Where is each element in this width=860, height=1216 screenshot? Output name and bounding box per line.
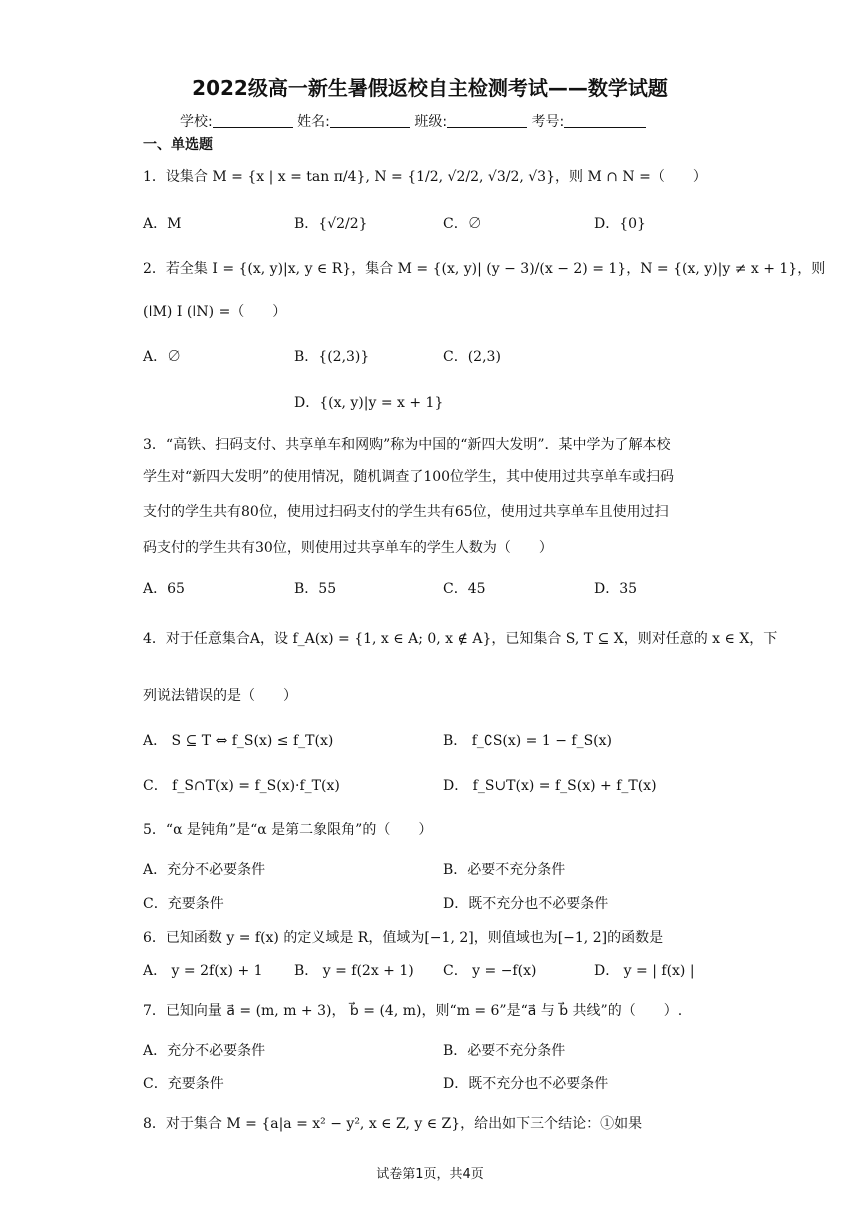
school-label: 学校: [180,114,213,130]
q4-option-b: B． f_∁S(x) = 1 − f_S(x) [443,733,612,749]
q5-option-b: B．必要不充分条件 [443,862,566,878]
q1-option-a: A．M [143,216,182,232]
q7-option-c: C．充要条件 [143,1076,224,1092]
q1-stem: 1．设集合 M = {x | x = tan π/4}, N = {1/2, √2/2, √3/2, √3}，则 M ∩ N =（ ） [143,169,707,185]
q2-stem-continued: (ǀM) I (ǀN) =（ ） [143,304,287,320]
q3-option-a: A．65 [143,581,185,597]
q2-stem: 2．若全集 I = {(x, y)|x, y ∈ R}，集合 M = {(x, y)| (y − 3)/(x − 2) = 1}，N = {(x, y)|y ≠ x + 1}，则 [143,261,826,277]
q6-option-b: B． y = f(2x + 1) [294,963,414,979]
q4-stem-continued: 列说法错误的是（ ） [143,688,297,704]
q1-option-c: C．∅ [443,216,482,232]
q2-option-a: A．∅ [143,349,182,365]
q7-stem: 7．已知向量 a⃗ = (m, m + 3)， b⃗ = (4, m)，则“m = 6”是“a⃗ 与 b⃗ 共线”的（ ）. [143,1003,683,1019]
q7-option-a: A．充分不必要条件 [143,1043,266,1059]
class-blank[interactable] [447,113,527,128]
q5-stem: 5．“α 是钝角”是“α 是第二象限角”的（ ） [143,822,433,838]
q2-option-d: D．{(x, y)|y = x + 1} [294,395,444,411]
student-info-line [180,113,646,129]
q5-option-a: A．充分不必要条件 [143,862,266,878]
q4-stem: 4．对于任意集合A，设 f_A(x) = {1, x ∈ A; 0, x ∉ A}，已知集合 S, T ⊆ X，则对任意的 x ∈ X，下 [143,631,778,647]
exam-no-blank[interactable] [564,113,646,128]
q3-line-4: 码支付的学生共有30位，则使用过共享单车的学生人数为（ ） [143,540,553,556]
q6-option-d: D． y = | f(x) | [594,963,695,979]
q2-option-b: B．{(2,3)} [294,349,370,365]
q3-line-2: 学生对“新四大发明”的使用情况，随机调查了100位学生，其中使用过共享单车或扫码 [143,469,675,485]
q3-line-3: 支付的学生共有80位，使用过扫码支付的学生共有65位，使用过共享单车且使用过扫 [143,504,669,520]
name-blank[interactable] [330,113,410,128]
exam-title: 2022级高一新生暑假返校自主检测考试——数学试题 [192,76,668,100]
exam-no-label: 考号: [531,114,565,130]
section-heading: 一、单选题 [143,137,213,153]
q3-line-1: 3．“高铁、扫码支付、共享单车和网购”称为中国的“新四大发明”．某中学为了解本校 [143,437,671,453]
page-footer: 试卷第1页，共4页 [376,1167,484,1182]
q2-option-c: C．(2,3) [443,349,501,365]
q1-option-d: D．{0} [594,216,646,232]
school-blank[interactable] [213,113,293,128]
q6-option-c: C． y = −f(x) [443,963,537,979]
q7-option-d: D．既不充分也不必要条件 [443,1076,609,1092]
q5-option-c: C．充要条件 [143,896,224,912]
q5-option-d: D．既不充分也不必要条件 [443,896,609,912]
q6-option-a: A． y = 2f(x) + 1 [143,963,263,979]
q8-stem: 8．对于集合 M = {a|a = x² − y², x ∈ Z, y ∈ Z}，给出如下三个结论：①如果 [143,1116,643,1132]
class-label: 班级: [414,114,448,130]
q1-option-b: B．{√2/2} [294,216,368,232]
q4-option-c: C． f_S∩T(x) = f_S(x)·f_T(x) [143,778,340,794]
q6-stem: 6．已知函数 y = f(x) 的定义域是 R，值域为[−1, 2]，则值域也为[−1, 2]的函数是 [143,930,664,946]
q3-option-b: B．55 [294,581,337,597]
q3-option-d: D．35 [594,581,638,597]
q7-option-b: B．必要不充分条件 [443,1043,566,1059]
q3-option-c: C．45 [443,581,486,597]
name-label: 姓名: [297,114,330,130]
q4-option-a: A． S ⊆ T ⇔ f_S(x) ≤ f_T(x) [143,733,334,749]
q4-option-d: D． f_S∪T(x) = f_S(x) + f_T(x) [443,778,657,794]
